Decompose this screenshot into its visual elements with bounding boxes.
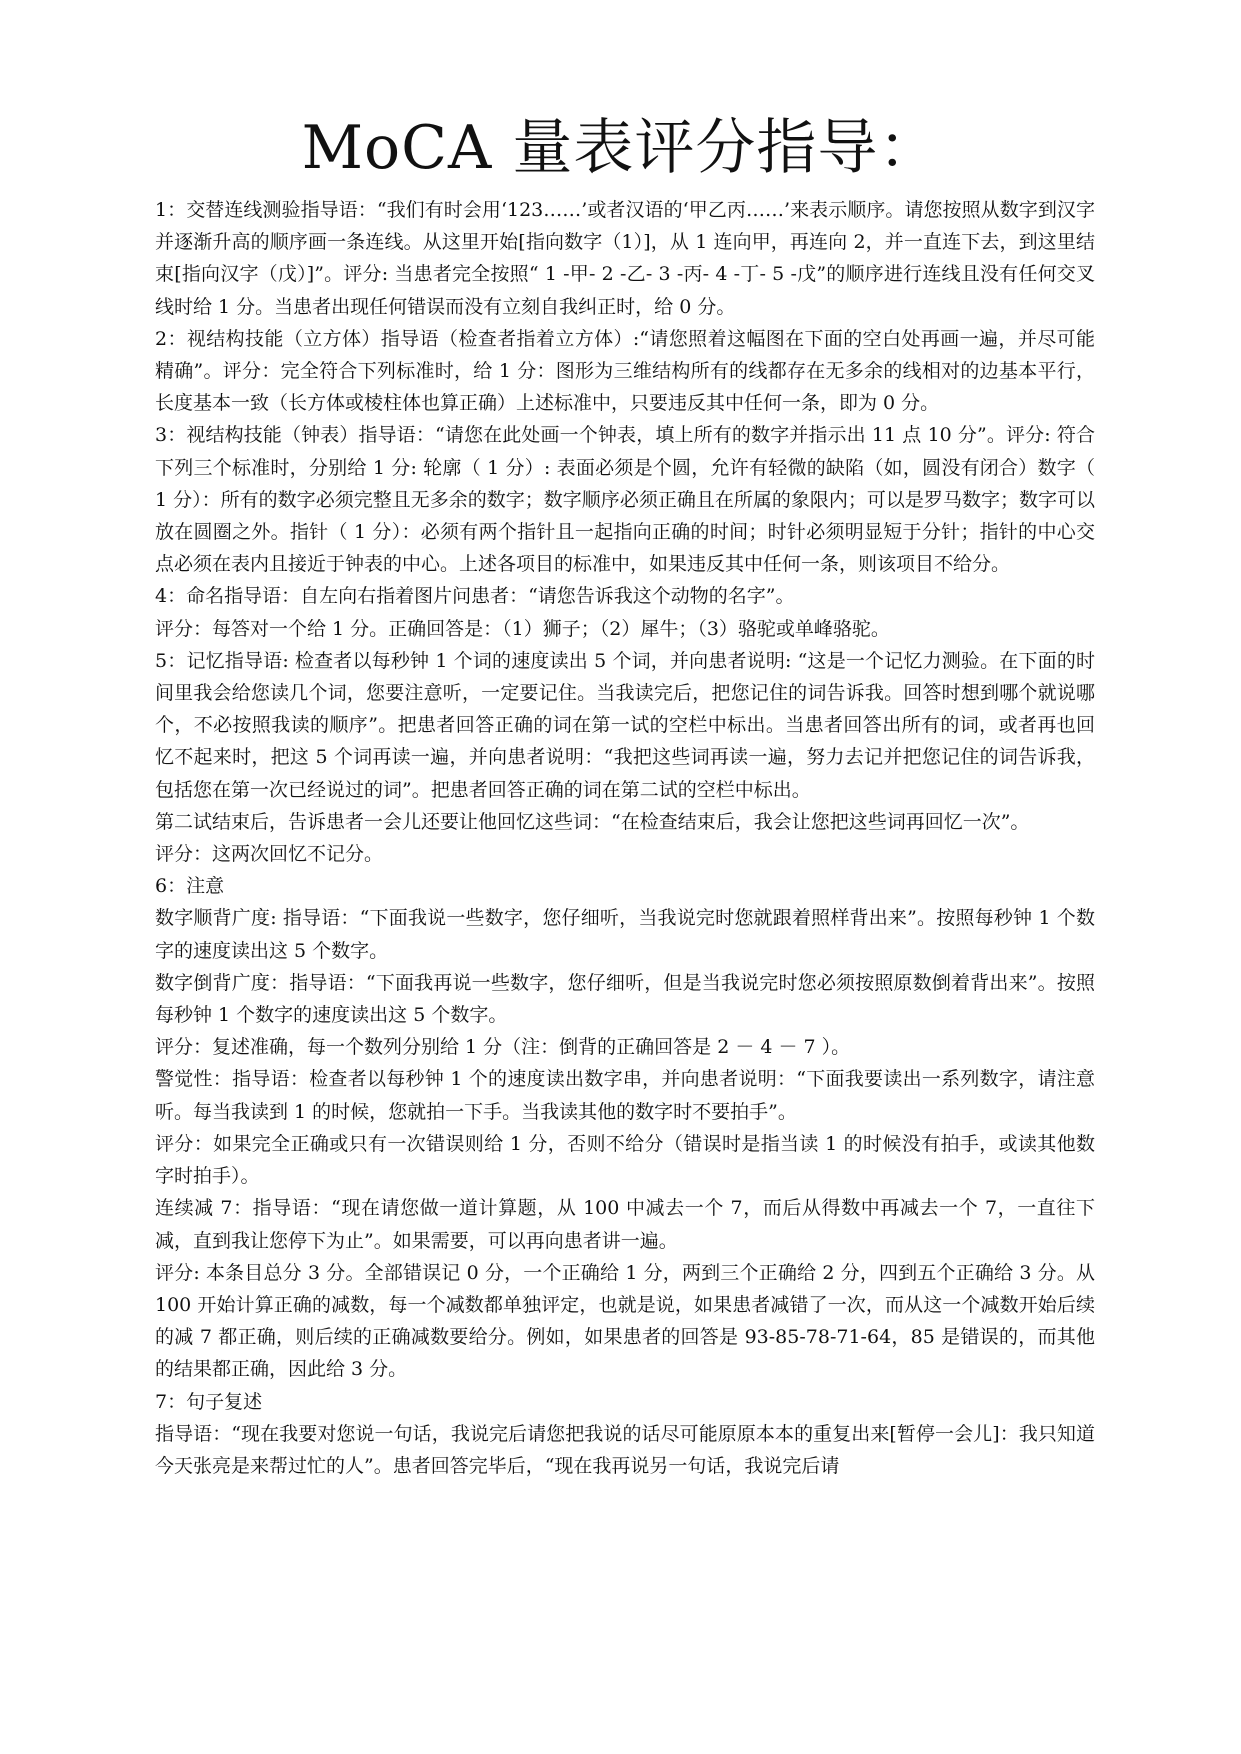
document-body — [155, 194, 1095, 1482]
paragraph-cube: 2：视结构技能（立方体）指导语（检查者指着立方体）:“请您照着这幅图在下面的空白处再画一遍，并尽可能精确”。评分：完全符合下列标准时，给 1 分：图形为三维结构所有的线都存在无多余的线相对的边基本平行，长度基本一致（长方体或棱柱体也算正确）上述标准中，只要违反其中任何一条，即为 0 分。 — [155, 327, 1095, 415]
paragraph-digit-forward: 数字顺背广度: 指导语：“下面我说一些数字，您仔细听，当我说完时您就跟着照样背出来”。按照每秒钟 1 个数字的速度读出这 5 个数字。 — [155, 907, 1095, 962]
paragraph-memory-second-trial: 第二试结束后，告诉患者一会儿还要让他回忆这些词：“在检查结束后，我会让您把这些词再回忆一次”。 — [155, 810, 1030, 833]
document-title: MoCA 量表评分指导： — [301, 113, 940, 183]
paragraph-naming: 4：命名指导语：自左向右指着图片问患者：“请您告诉我这个动物的名字”。 — [155, 585, 795, 608]
paragraph-trail-making: 1：交替连线测验指导语：“我们有时会用‘123……’或者汉语的‘甲乙丙……’来表示顺序。请您按照从数字到汉字并逐渐升高的顺序画一条连线。从这里开始[指向数字（1）]，从 1 连向甲，再连向 2，并一直连下去，到这里结束[指向汉字（戊）]”。评分: 当患者完全按照“ 1 -甲- 2 -乙- 3 -丙- 4 -丁- 5 -戊”的顺序进行连线且没有任何交叉线时给 1 分。当患者出现任何错误而没有立刻自我纠正时，给 0 分。 — [155, 199, 1095, 318]
paragraph-clock: 3：视结构技能（钟表）指导语：“请您在此处画一个钟表，填上所有的数字并指示出 11 点 10 分”。评分: 符合下列三个标准时，分别给 1 分: 轮廓（ 1 分）: 表面必须是个圆，允许有轻微的缺陷（如，圆没有闭合）数字（ 1 分）：所有的数字必须完整且无多余的数字；数字顺序必须正确且在所属的象限内；可以是罗马数字；数字可以放在圆圈之外。指针（ 1 分）：必须有两个指针且一起指向正确的时间；时针必须明显短于分针；指针的中心交点必须在表内且接近于钟表的中心。上述各项目的标准中，如果违反其中任何一条，则该项目不给分。 — [155, 424, 1095, 576]
paragraph-digit-scoring: 评分：复述准确，每一个数列分别给 1 分（注：倒背的正确回答是 2 － 4 － 7 ）。 — [155, 1036, 851, 1059]
paragraph-memory: 5：记忆指导语: 检查者以每秒钟 1 个词的速度读出 5 个词，并向患者说明: “这是一个记忆力测验。在下面的时间里我会给您读几个词，您要注意听，一定要记住。当我读完后，把您记住的词告诉我。回答时想到哪个就说哪个，不必按照我读的顺序”。把患者回答正确的词在第一试的空栏中标出。当患者回答出所有的词，或者再也回忆不起来时，把这 5 个词再读一遍，并向患者说明：“我把这些词再读一遍，努力去记并把您记住的词告诉我，包括您在第一次已经说过的词”。把患者回答正确的词在第二试的空栏中标出。 — [155, 649, 1095, 801]
paragraph-attention-heading: 6：注意 — [155, 875, 225, 898]
paragraph-vigilance: 警觉性：指导语：检查者以每秒钟 1 个的速度读出数字串，并向患者说明：“下面我要读出一系列数字，请注意听。每当我读到 1 的时候，您就拍一下手。当我读其他的数字时不要拍手”。 — [155, 1068, 1095, 1123]
paragraph-serial-7-scoring: 评分: 本条目总分 3 分。全部错误记 0 分，一个正确给 1 分，两到三个正确给 2 分，四到五个正确给 3 分。从 100 开始计算正确的减数，每一个减数都单独评定，也就是说，如果患者减错了一次，而从这一个减数开始后续的减 7 都正确，则后续的正确减数要给分。例如，如果患者的回答是 93-85-78-71-64，85 是错误的，而其他的结果都正确，因此给 3 分。 — [155, 1261, 1095, 1381]
paragraph-sentence-heading: 7：句子复述 — [155, 1390, 263, 1413]
paragraph-memory-scoring: 评分：这两次回忆不记分。 — [155, 843, 384, 866]
paragraph-naming-scoring: 评分：每答对一个给 1 分。正确回答是：（1）狮子；（2）犀牛；（3）骆驼或单峰骆驼。 — [155, 617, 890, 640]
paragraph-vigilance-scoring: 评分：如果完全正确或只有一次错误则给 1 分，否则不给分（错误时是指当读 1 的时候没有拍手，或读其他数字时拍手）。 — [155, 1132, 1095, 1188]
paragraph-sentence-repetition: 指导语：“现在我要对您说一句话，我说完后请您把我说的话尽可能原原本本的重复出来[暂停一会儿]：我只知道今天张亮是来帮过忙的人”。患者回答完毕后，“现在我再说另一句话，我说完后请 — [155, 1422, 1095, 1477]
paragraph-serial-7: 连续减 7：指导语：“现在请您做一道计算题，从 100 中减去一个 7，而后从得数中再减去一个 7，一直往下减，直到我让您停下为止”。如果需要，可以再向患者讲一遍。 — [155, 1197, 1095, 1252]
paragraph-digit-backward: 数字倒背广度：指导语：“下面我再说一些数字，您仔细听，但是当我说完时您必须按照原数倒着背出来”。按照每秒钟 1 个数字的速度读出这 5 个数字。 — [155, 971, 1095, 1027]
